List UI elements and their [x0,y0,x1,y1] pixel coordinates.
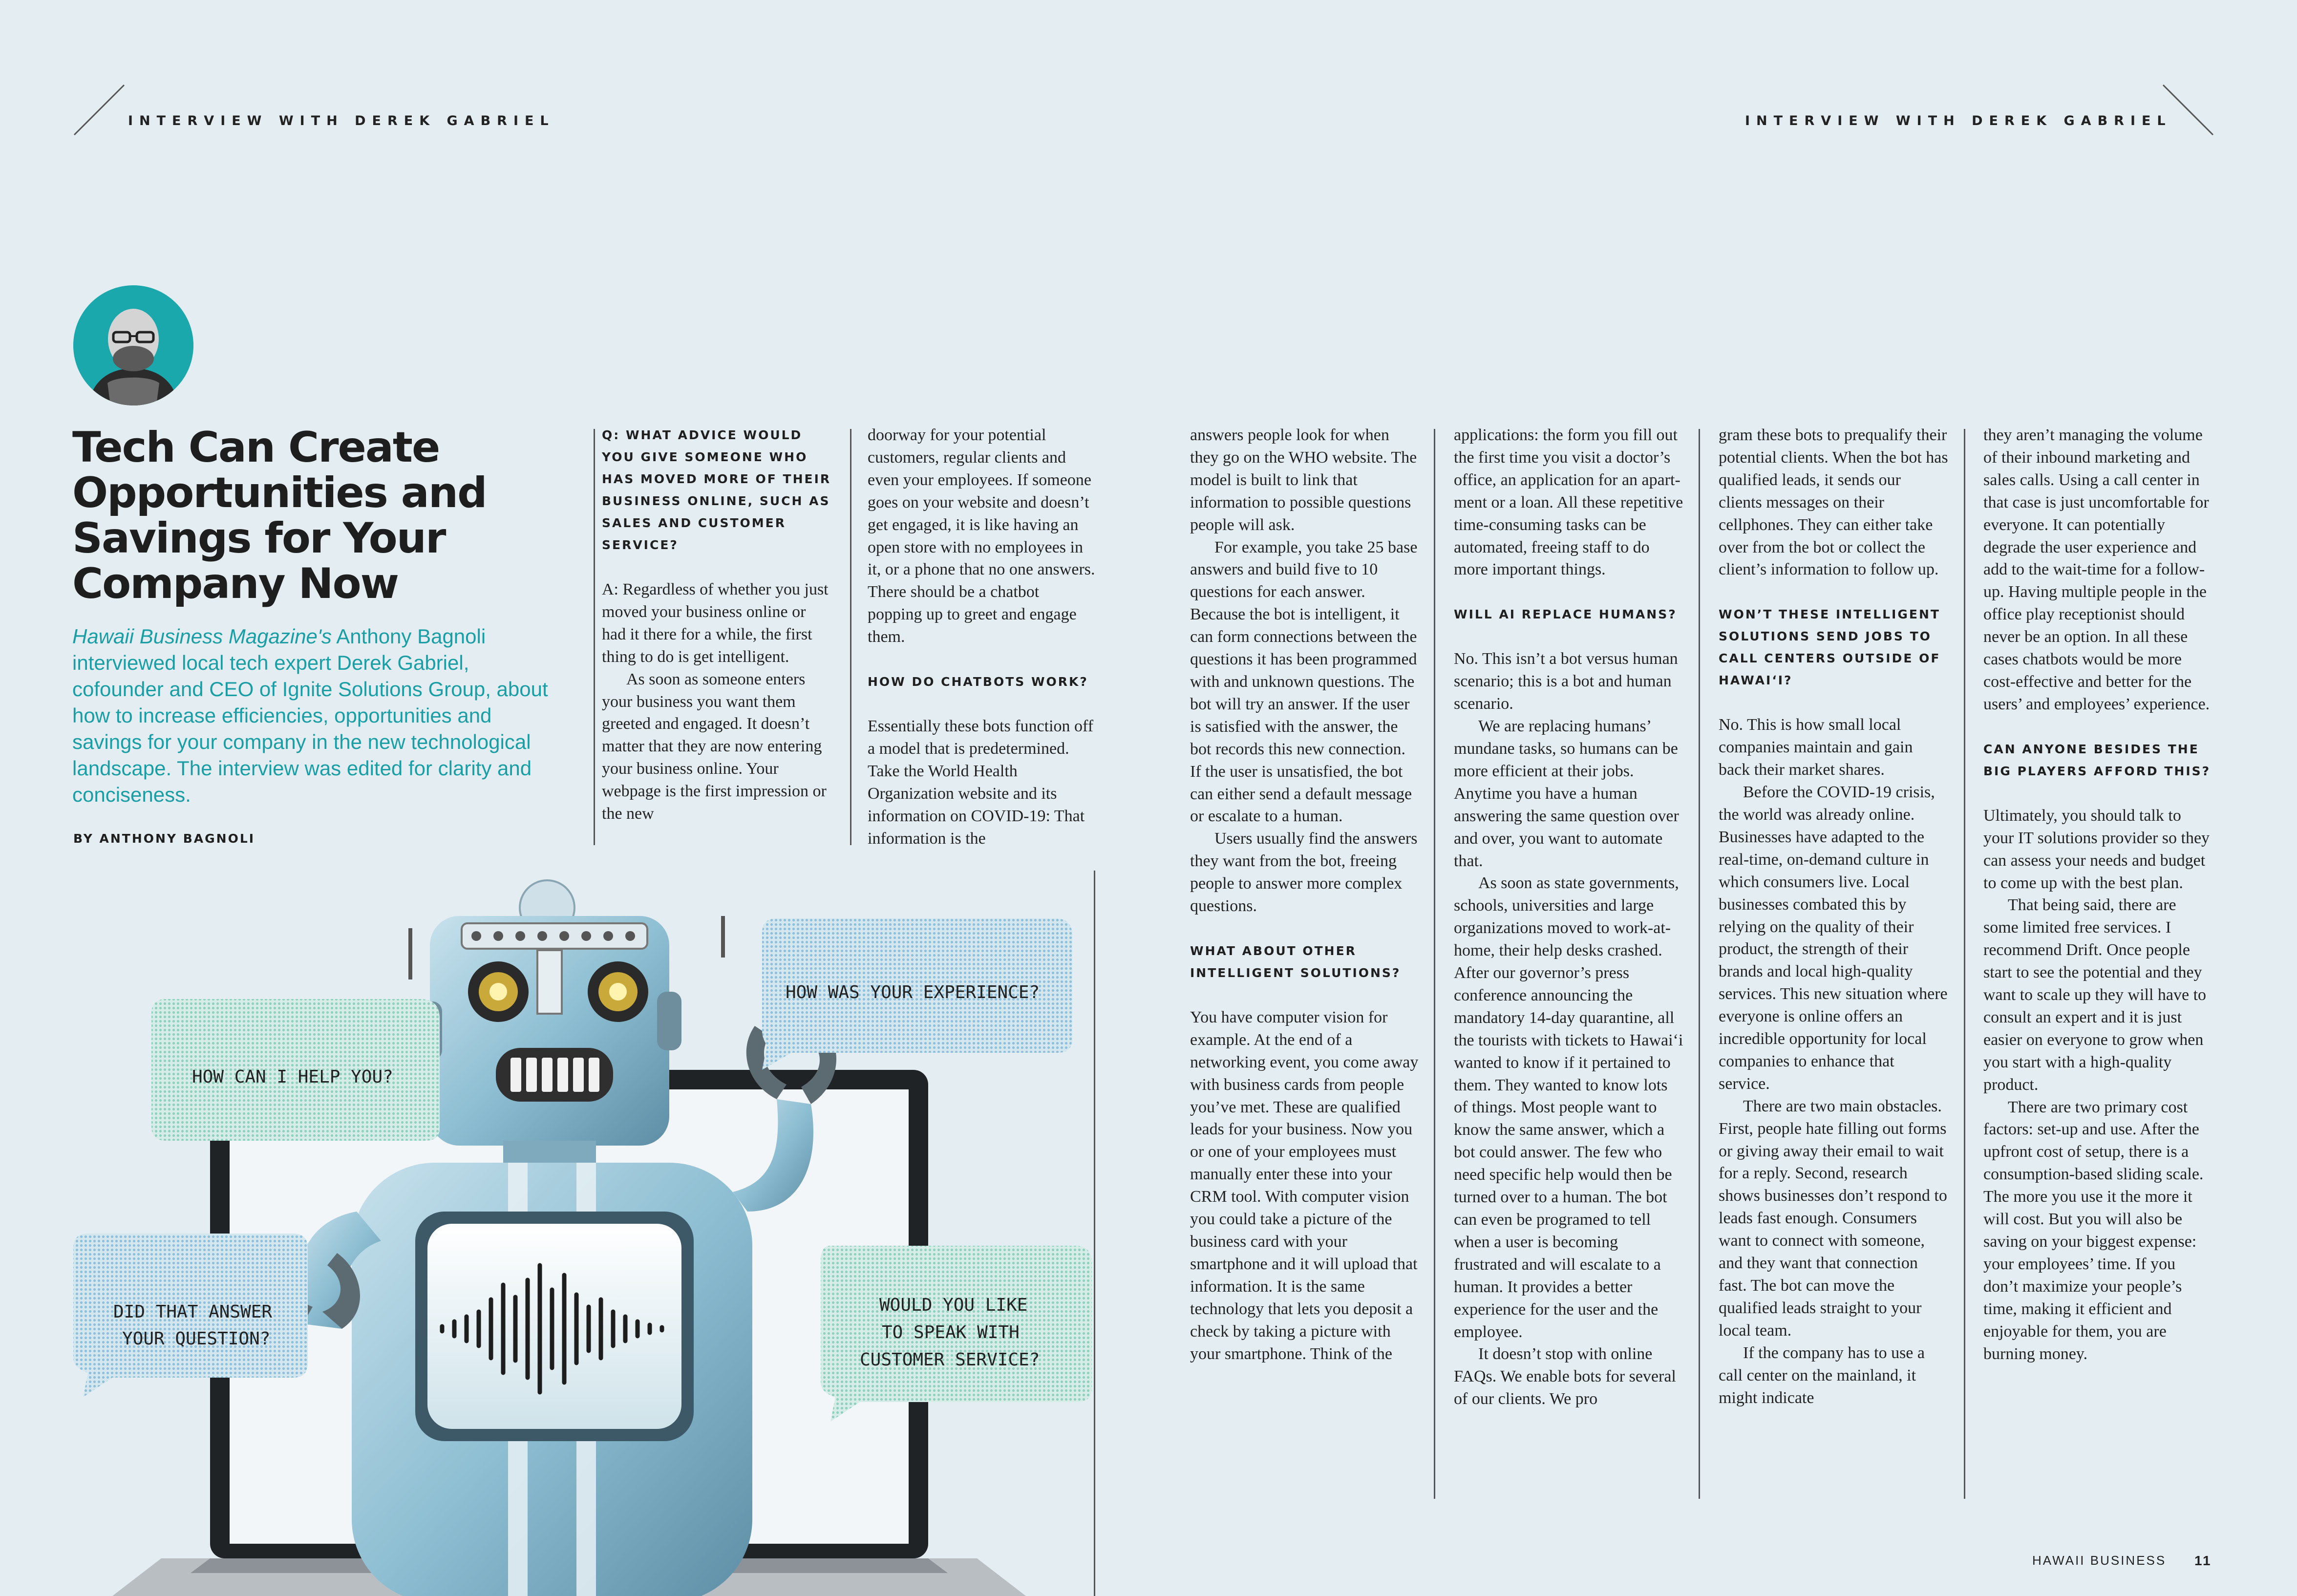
avatar [73,285,193,405]
body-paragraph: No. This is how small local companies maintain and gain back their market shares. [1719,716,1913,779]
running-head-left: INTERVIEW WITH DEREK GABRIEL [128,113,555,128]
body-paragraph: As soon as state governments, schools, universities and large organizations moved to work-at-home, their help desks crashed. After our governor’s press conference announcing the mandatory 14-day quarantine, all the tourists with tickets to Hawaiʻi wanted to know if it pertained to them. They wanted to know lots of things. Most people want to know the same answer, which a bot could answer. The few who need specific help would then be turned over to a human. The bot can even be programed to tell when a user is becoming frustrated and will escalate to a human. It provides a better experience for the user and the employee. [1454,874,1683,1341]
byline: BY ANTHONY BAGNOLI [73,831,255,846]
corner-slash-left [72,83,126,137]
column-1 [602,424,831,825]
article-dek [72,623,566,808]
column-5 [1719,424,1948,1409]
body-paragraph: That being said, there are some limited free services. I recommend Drift. Once people start to see the potential and they want to scale up they will have to consult an expert and it is just easier on everyone to grow when you start with a high-quality product. [1983,896,2207,1094]
robot-illustration [0,870,1097,1596]
body-paragraph: gram these bots to prequalify their potential clients. When the bot has qualified leads, it sends our clients messages on their cellphones. They can either take over from the bot or collect the client’s information to follow up. [1719,426,1948,579]
dek-text: Anthony Bagnoli interviewed local tech expert Derek Gabriel, cofounder and CEO of Ignite Solutions Group, about how to increase efficiencies, opportunities and savings for your company in the new technological landscape. The interview was edited for clarity and conciseness. [72,625,548,806]
column-4 [1454,424,1683,1410]
body-paragraph: There are two primary cost factors: set-up and use. After the upfront cost of setup, there is a consumption-based sliding scale. The more you use it the more it will cost. But you will also be saving on your biggest expense: your employees’ time. If you don’t maximize your people’s time, making it efficient and enjoyable for them, you are burning money. [1983,1098,2204,1363]
bubble-text: HOW CAN I HELP YOU? [192,1067,393,1087]
body-paragraph: Ultimately, you should talk to your IT solutions provider so they can assess your needs and budget to come up with the best plan. [1983,806,2210,892]
speech-bubble-answer [73,1234,308,1397]
speech-bubble-customer-service [821,1246,1092,1422]
bubble-text: TO SPEAK WITH [882,1322,1020,1342]
body-paragraph: answers people look for when they go on the WHO website. The model is built to link that information to possible questions people will ask. [1190,426,1417,534]
body-paragraph: As soon as someone enters your business you want them greeted and engaged. It doesn’t matter that they are now entering your business online. Your webpage is the first impression or the new [602,670,827,823]
bubble-text: YOUR QUESTION? [122,1329,271,1349]
bubble-text: WOULD YOU LIKE [879,1295,1028,1315]
body-paragraph: Before the COVID-19 crisis, the world was already online. Businesses have adapted to the real-time, on-demand culture in which consumers live. Local businesses combated this by relying on the quality of their product, the strength of their brands and local high-quality services. This new situation where everyone is online offers an incredible opportunity for local companies to enhance that service. [1719,783,1948,1093]
body-paragraph: Users usually find the answers they want from the bot, freeing people to answer more complex questions. [1190,830,1418,915]
dek-publication: Hawaii Business Magazine's [72,625,332,648]
body-paragraph: If the company has to use a call center on the mainland, it might indicate [1719,1343,1925,1407]
body-paragraph: No. This isn’t a bot versus human scenario; this is a bot and human scenario. [1454,650,1678,713]
body-paragraph: We are replacing humans’ mundane tasks, so humans can be more efficient at their jobs. Anytime you have a human answering the same question over and over, you want to automate that. [1454,717,1679,870]
bubble-text: DID THAT ANSWER [113,1302,273,1322]
column-rule-3 [1434,429,1435,1499]
question-heading: Q: WHAT ADVICE WOULD YOU GIVE SOMEONE WHO HAS MOVED MORE OF THEIR BUSINESS ONLINE, SUCH AS SALES AND CUSTOMER SERVICE? [602,428,831,552]
column-3 [1190,424,1420,1365]
speech-bubble-experience [762,918,1072,1070]
section-heading: WHAT ABOUT OTHER INTELLIGENT SOLUTIONS? [1190,943,1401,980]
column-2 [868,424,1097,850]
body-paragraph: they aren’t managing the volume of their inbound marketing and sales calls. Using a call center in that case is just uncomfortable for everyone. It can potentially degrade the user experience and add to the wait-time for a follow-up. Having multiple people in the office play receptionist should never be an option. In all these cases chatbots would be more cost-effective and better for the users’ and employees’ experience. [1983,426,2210,713]
body-paragraph: You have computer vision for example. At the end of a networking event, you come away with business cards from people you’ve met. These are qualified leads for your business. Now you or one of your employees must manually enter these into your CRM tool. With computer vision you could take a picture of the business card with your smartphone and it will upload that information. It is the same technology that lets you deposit a check by taking a picture with your smartphone. Think of the [1190,1008,1419,1363]
portrait-icon [73,285,193,405]
article-title: Tech Can Create Opportunities and Savings for Your Company Now [72,423,487,608]
bubble-text: CUSTOMER SERVICE? [860,1350,1040,1370]
bubble-text: HOW WAS YOUR EXPERIENCE? [786,982,1040,1002]
body-paragraph: doorway for your potential customers, regular clients and even your employees. If someone goes on your website and doesn’t get engaged, it is like having an open store with no employees in it, or a phone that no one answers. There should be a chatbot popping up to greet and engage them. [868,426,1095,646]
column-rule-5 [1964,429,1965,1499]
section-heading: HOW DO CHATBOTS WORK? [868,675,1088,689]
corner-slash-right [2161,83,2215,137]
body-paragraph: Essentially these bots function off a model that is predetermined. Take the World Health Organization website and its information on COVID-19: That information is the [868,717,1094,848]
column-6 [1983,424,2213,1365]
footer-publication: HAWAII BUSINESS [2032,1553,2167,1568]
body-paragraph: A: Regardless of whether you just moved your business online or had it there for a while, the first thing to do is get intelligent. [602,580,829,666]
page-number: 11 [2194,1553,2212,1568]
body-paragraph: For example, you take 25 base answers and build five to 10 questions for each answer. Because the bot is intelligent, it can form connections between the questions it has been programmed with and unknown questions. The bot will try an answer. If the user is satisfied with the answer, the bot records this new connection. If the user is unsatisfied, the bot can either send a default message or escalate to a human. [1190,538,1418,826]
column-rule-2 [850,429,851,845]
section-heading: WON’T THESE INTELLIGENT SOLUTIONS SEND JOBS TO CALL CENTERS OUTSIDE OF HAWAIʻI? [1719,607,1941,688]
body-paragraph: It doesn’t stop with online FAQs. We enable bots for several of our clients. We pro [1454,1345,1676,1408]
body-paragraph: applications: the form you fill out the first time you visit a doctor’s office, an application for an apartment or a loan. All these repetitive time-consuming tasks can be automated, freeing staff to do more important things. [1454,426,1683,579]
column-rule-1 [594,429,595,845]
section-heading: CAN ANYONE BESIDES THE BIG PLAYERS AFFORD THIS? [1983,742,2211,778]
column-rule-4 [1699,429,1700,1499]
section-heading: WILL AI REPLACE HUMANS? [1454,607,1677,622]
speech-bubble-help [151,999,440,1141]
body-paragraph: There are two main obstacles. First, people hate filling out forms or giving away their email to wait for a reply. Second, research shows businesses don’t respond to leads fast enough. Consumers want to connect with someone, and they want that connection fast. The bot can move the qualified leads straight to your local team. [1719,1097,1947,1340]
running-head-right: INTERVIEW WITH DEREK GABRIEL [1745,113,2172,128]
